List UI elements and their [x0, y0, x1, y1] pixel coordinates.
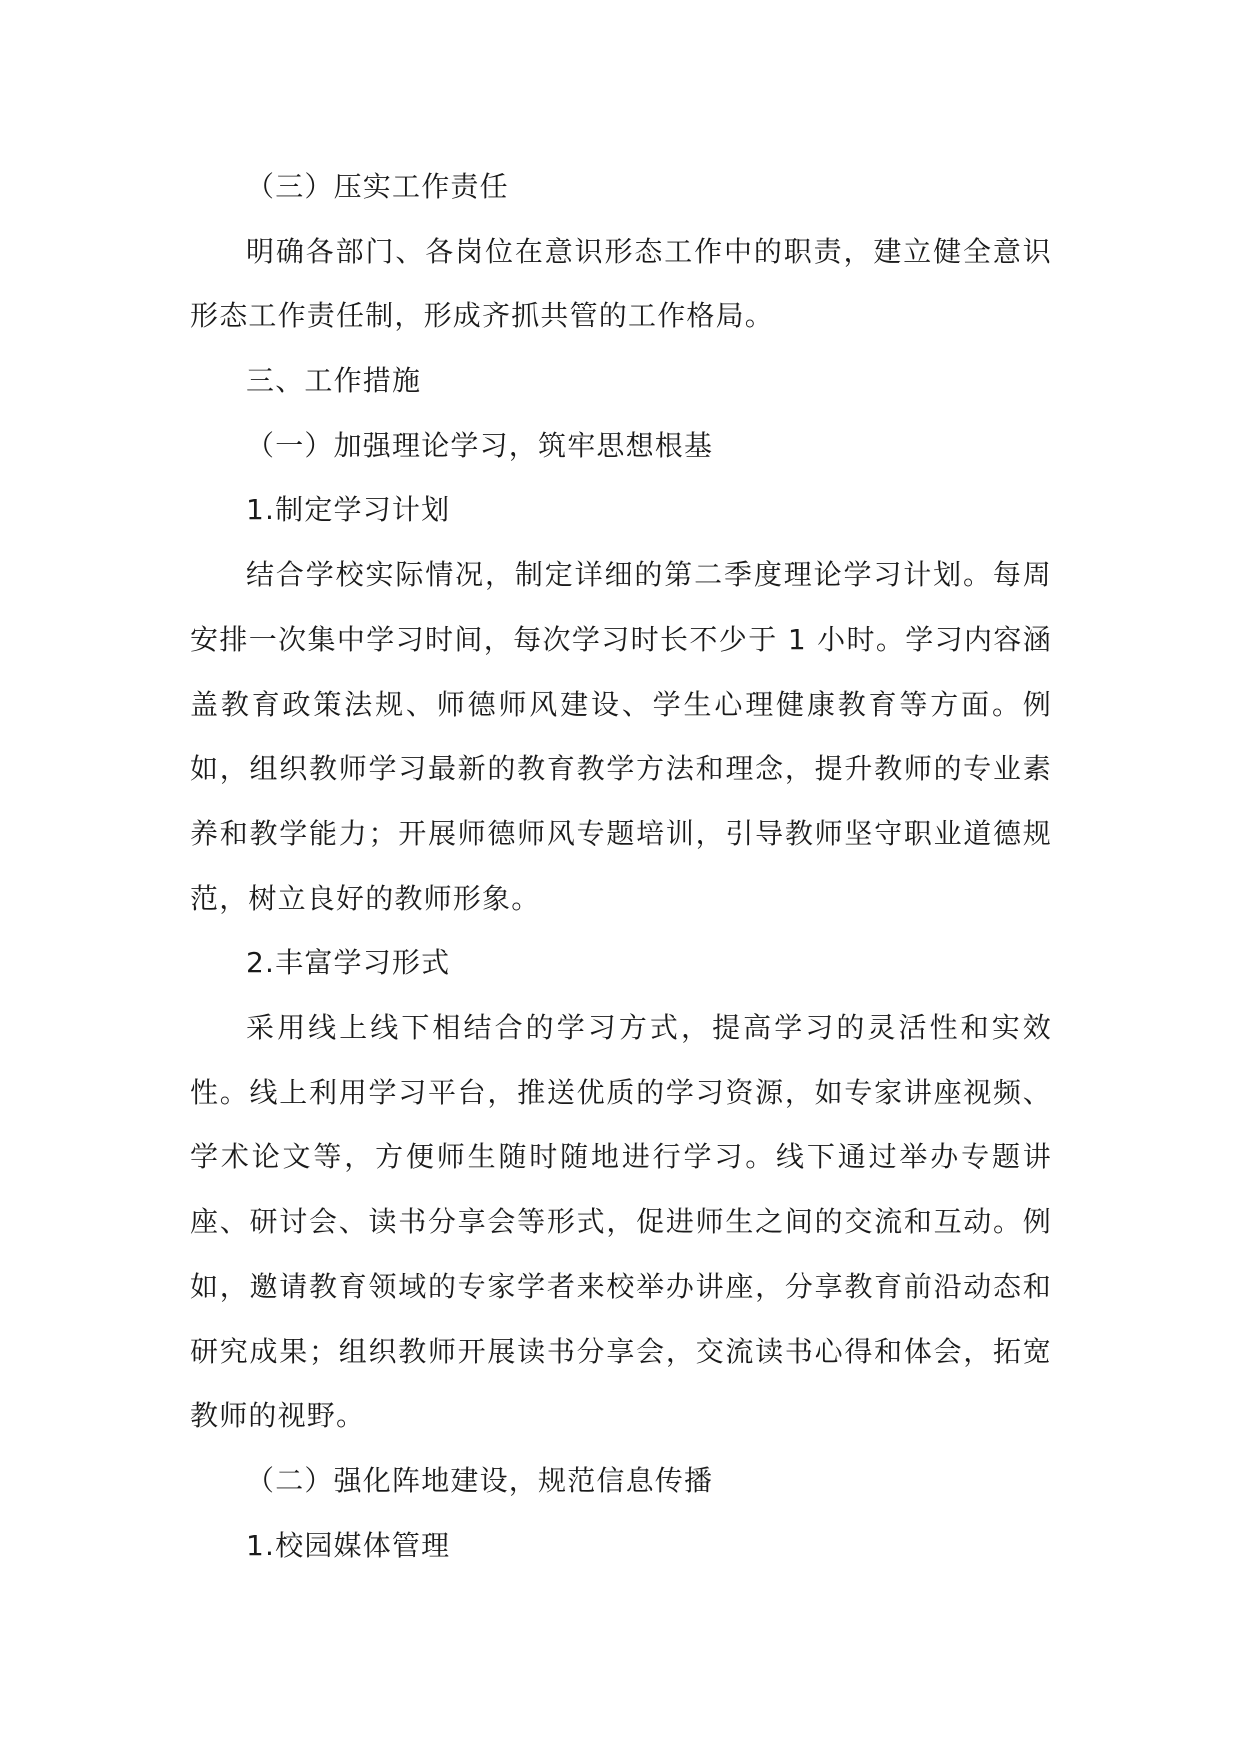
chapter-heading-measures: 三、工作措施 — [246, 364, 422, 398]
paragraph-study-plan: 结合学校实际情况，制定详细的第二季度理论学习计划。每周安排一次集中学习时间，每次学习时长不少于 1 小时。学习内容涵盖教育政策法规、师德师风建设、学生心理健康教育等方面。例如，组织教师学习最新的教育教学方法和理念，提升教师的专业素养和教学能力；开展师德师风专题培训，引导教师坚守职业道德规范，树立良好的教师形象。 — [190, 558, 1052, 915]
section-heading-3: （三）压实工作责任 — [246, 170, 509, 203]
section-heading-1: （一）加强理论学习，筑牢思想根基 — [246, 428, 714, 462]
paragraph-study-forms: 采用线上线下相结合的学习方式，提高学习的灵活性和实效性。线上利用学习平台，推送优质的学习资源，如专家讲座视频、学术论文等，方便师生随时随地进行学习。线下通过举办专题讲座、研讨会、读书分享会等形式，促进师生之间的交流和互动。例如，邀请教育领域的专家学者来校举办讲座，分享教育前沿动态和研究成果；组织教师开展读书分享会，交流读书心得和体会，拓宽教师的视野。 — [190, 1011, 1052, 1433]
subheading-study-forms: 2.丰富学习形式 — [246, 946, 451, 980]
section-heading-2: （二）强化阵地建设，规范信息传播 — [246, 1463, 714, 1497]
subheading-study-plan: 1.制定学习计划 — [246, 493, 451, 527]
document-body — [190, 155, 1052, 1578]
paragraph-responsibility: 明确各部门、各岗位在意识形态工作中的职责，建立健全意识形态工作责任制，形成齐抓共管的工作格局。 — [190, 234, 1052, 333]
subheading-campus-media: 1.校园媒体管理 — [246, 1528, 451, 1562]
